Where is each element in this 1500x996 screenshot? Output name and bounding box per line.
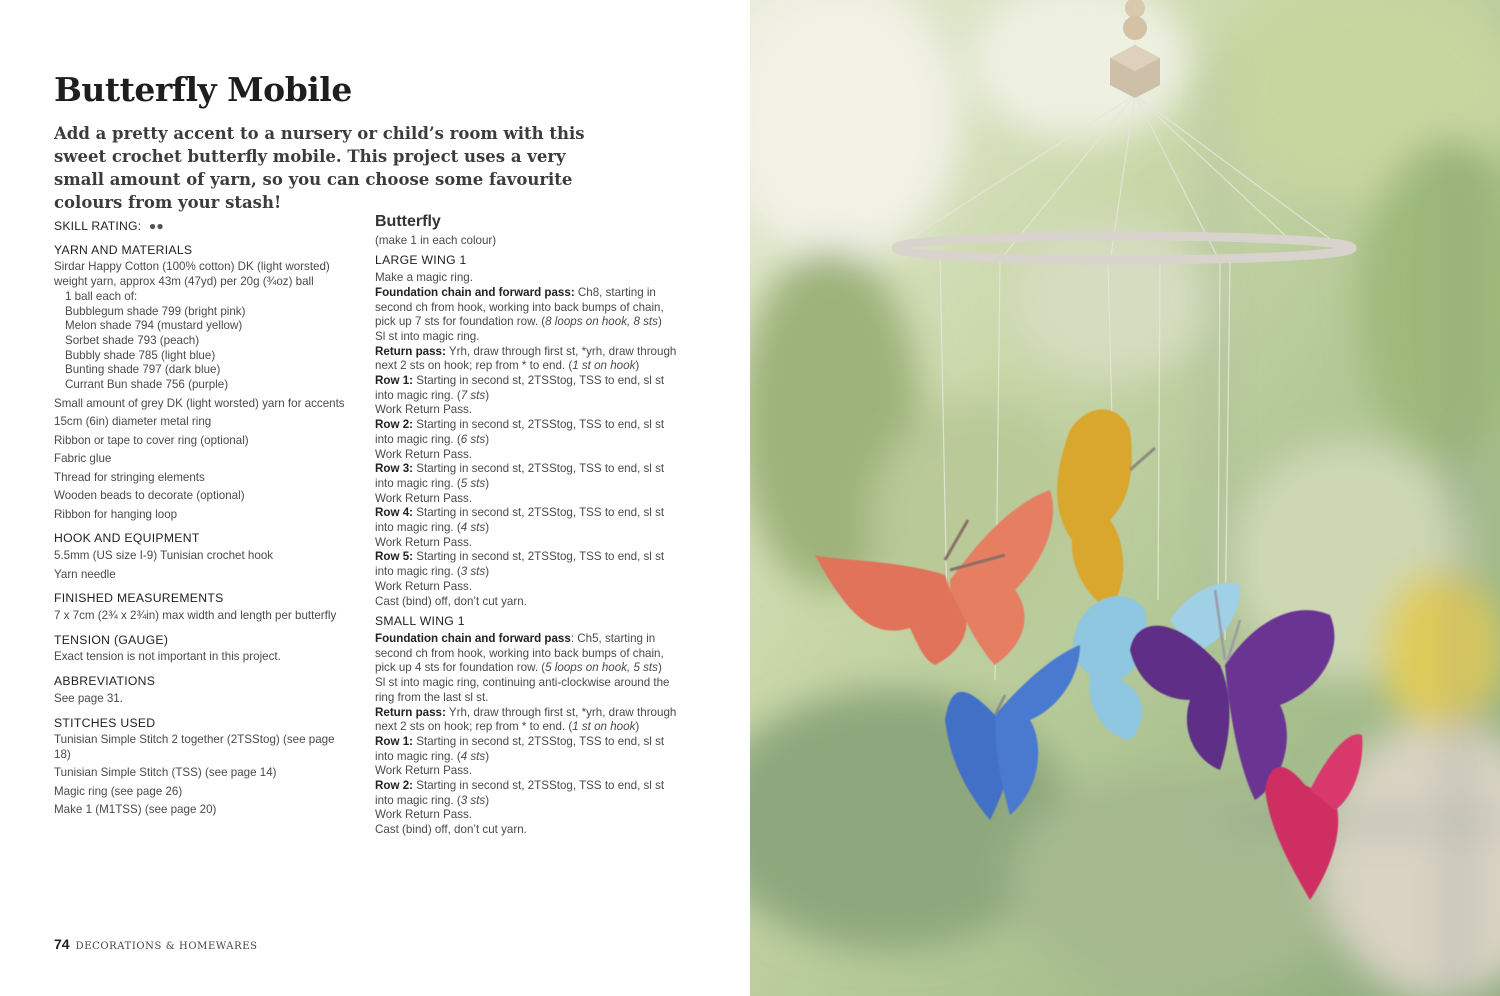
row-label: Row 1: xyxy=(375,734,414,748)
slip-stitch-text: Sl st into magic ring, continuing anti-clockwise around the ring from the last sl st. xyxy=(375,676,670,704)
photo-illustration xyxy=(750,0,1500,996)
page-footer xyxy=(54,936,258,952)
row-text: Starting in second st, 2TSStog, TSS to end, sl st into magic ring. ( xyxy=(375,550,665,579)
tension-text: Exact tension is not important in this project. xyxy=(54,650,281,664)
hook-item: 5.5mm (US size I-9) Tunisian crochet hook xyxy=(54,549,274,563)
pattern-row xyxy=(375,779,685,808)
step-text: Ch8, starting in second ch from hook, working into back bumps of chain, pick up 7 sts for foundation row. ( xyxy=(375,285,664,329)
work-return-pass: Work Return Pass. xyxy=(375,535,473,549)
page-number: 74 xyxy=(54,936,70,952)
stitch-count: 4 sts xyxy=(460,521,486,535)
row-label: Row 4: xyxy=(375,506,414,520)
stitch-count: 1 st on hook xyxy=(572,359,636,373)
work-return-pass: Work Return Pass. xyxy=(375,808,473,822)
yarn-main: Sirdar Happy Cotton (100% cotton) DK (light worsted) weight yarn, approx 43m (47yd) per 20g (¾oz) ball xyxy=(54,260,330,289)
shade-item: Currant Bun shade 756 (purple) xyxy=(65,378,229,392)
skill-dots: ●● xyxy=(148,219,164,233)
magic-ring-text: Make a magic ring. xyxy=(375,271,473,285)
finished-heading: FINISHED MEASUREMENTS xyxy=(54,591,224,606)
stitch-count: 7 sts xyxy=(460,388,486,402)
abbreviations-heading: ABBREVIATIONS xyxy=(54,674,156,689)
butterfly-mobile-photo xyxy=(750,0,1500,996)
return-pass-step xyxy=(375,345,685,374)
stitches-heading: STITCHES USED xyxy=(54,715,156,730)
shade-list xyxy=(54,305,354,393)
section-title: Butterfly xyxy=(375,213,441,230)
row-close: ) xyxy=(485,476,490,490)
step-label: Return pass: xyxy=(375,705,446,719)
stitch-item: Make 1 (M1TSS) (see page 20) xyxy=(54,803,217,817)
return-pass-step xyxy=(375,706,685,735)
work-return-pass: Work Return Pass. xyxy=(375,447,473,461)
step-label: Return pass: xyxy=(375,344,446,358)
stitch-count: 8 loops on hook, 8 sts xyxy=(545,315,658,329)
hook-item: Yarn needle xyxy=(54,567,116,581)
row-close: ) xyxy=(485,521,490,535)
stitch-item: Tunisian Simple Stitch (TSS) (see page 14) xyxy=(54,766,277,780)
work-return-pass: Work Return Pass. xyxy=(375,579,473,593)
stitch-count: 6 sts xyxy=(460,432,486,446)
row-text: Starting in second st, 2TSStog, TSS to end, sl st into magic ring. ( xyxy=(375,374,665,402)
row-label: Row 2: xyxy=(375,779,414,793)
stitch-item: Tunisian Simple Stitch 2 together (2TSStog) (see page 18) xyxy=(54,733,335,761)
stitch-count: 5 sts xyxy=(460,476,486,490)
skill-rating-label: SKILL RATING: xyxy=(54,219,142,233)
pattern-row xyxy=(375,550,685,579)
large-wing-heading: LARGE WING 1 xyxy=(375,253,467,268)
cast-off-text: Cast (bind) off, don’t cut yarn. xyxy=(375,823,527,837)
make-note: (make 1 in each colour) xyxy=(375,233,497,247)
step-text: Yrh, draw through first st, *yrh, draw through next 2 sts on hook; rep from * to end. ( xyxy=(375,705,677,734)
footer-section: DECORATIONS & HOMEWARES xyxy=(75,941,258,952)
finished-text: 7 x 7cm (2¾ x 2¾in) max width and length per butterfly xyxy=(54,609,337,623)
row-text: Starting in second st, 2TSStog, TSS to end, sl st into magic ring. ( xyxy=(375,734,665,763)
shade-item: Bubbly shade 785 (light blue) xyxy=(65,348,216,362)
row-text: Starting in second st, 2TSStog, TSS to end, sl st into magic ring. ( xyxy=(375,779,665,807)
material-item: Ribbon or tape to cover ring (optional) xyxy=(54,433,249,447)
work-return-pass: Work Return Pass. xyxy=(375,764,473,778)
pattern-row xyxy=(375,735,685,764)
step-close: ) xyxy=(657,315,662,329)
page-title: Butterfly Mobile xyxy=(54,70,352,109)
foundation-chain-step xyxy=(375,632,685,676)
step-label: Foundation chain and forward pass: xyxy=(375,285,575,299)
stitch-item: Magic ring (see page 26) xyxy=(54,784,183,798)
row-label: Row 3: xyxy=(375,462,414,476)
tension-heading: TENSION (GAUGE) xyxy=(54,632,169,647)
shade-item: Melon shade 794 (mustard yellow) xyxy=(65,319,243,333)
yarn-heading: YARN AND MATERIALS xyxy=(54,242,193,257)
pattern-row xyxy=(375,418,685,447)
row-close: ) xyxy=(485,388,490,402)
slip-stitch-text: Sl st into magic ring. xyxy=(375,329,480,343)
pattern-column xyxy=(375,215,685,838)
material-item: 15cm (6in) diameter metal ring xyxy=(54,415,212,429)
work-return-pass: Work Return Pass. xyxy=(375,491,473,505)
work-return-pass: Work Return Pass. xyxy=(375,403,473,417)
material-item: Fabric glue xyxy=(54,452,112,466)
pattern-row xyxy=(375,462,685,491)
step-text: : Ch5, starting in second ch from hook, working into back bumps of chain, pick up 4 sts for foundation row. ( xyxy=(375,631,664,675)
pattern-row xyxy=(375,374,685,403)
step-label: Foundation chain and forward pass xyxy=(375,631,571,645)
cast-off-text: Cast (bind) off, don’t cut yarn. xyxy=(375,594,527,608)
shade-item: Sorbet shade 793 (peach) xyxy=(65,333,200,347)
step-close: ) xyxy=(657,661,662,675)
row-close: ) xyxy=(485,749,490,763)
stitch-count: 1 st on hook xyxy=(572,720,636,734)
step-close: ) xyxy=(635,359,640,373)
materials-column xyxy=(54,215,354,822)
row-label: Row 2: xyxy=(375,418,414,432)
row-label: Row 1: xyxy=(375,374,414,388)
material-item: Thread for stringing elements xyxy=(54,470,205,484)
material-item: Ribbon for hanging loop xyxy=(54,507,178,521)
row-text: Starting in second st, 2TSStog, TSS to end, sl st into magic ring. ( xyxy=(375,462,665,490)
stitch-count: 3 sts xyxy=(460,565,486,579)
shade-item: Bubblegum shade 799 (bright pink) xyxy=(65,304,246,318)
row-text: Starting in second st, 2TSStog, TSS to end, sl st into magic ring. ( xyxy=(375,418,665,446)
stitch-count: 5 loops on hook, 5 sts xyxy=(545,661,658,675)
row-label: Row 5: xyxy=(375,550,414,564)
hook-heading: HOOK AND EQUIPMENT xyxy=(54,531,200,546)
small-wing-heading: SMALL WING 1 xyxy=(375,614,465,629)
material-item: Small amount of grey DK (light worsted) yarn for accents xyxy=(54,396,345,410)
ball-each: 1 ball each of: xyxy=(65,289,138,303)
row-close: ) xyxy=(485,565,490,579)
step-text: Yrh, draw through first st, *yrh, draw through next 2 sts on hook; rep from * to end. ( xyxy=(375,344,677,373)
material-item: Wooden beads to decorate (optional) xyxy=(54,489,245,503)
pattern-row xyxy=(375,506,685,535)
row-close: ) xyxy=(485,432,490,446)
stitch-count: 3 sts xyxy=(460,793,486,807)
shade-item: Bunting shade 797 (dark blue) xyxy=(65,363,221,377)
row-close: ) xyxy=(485,793,490,807)
intro-text: Add a pretty accent to a nursery or child’s room with this sweet crochet butterfly mobile. This project uses a very small amount of yarn, so you can choose some favourite colours from your stash! xyxy=(54,124,585,212)
step-close: ) xyxy=(635,720,640,734)
stitch-count: 4 sts xyxy=(460,749,486,763)
skill-rating xyxy=(54,219,354,234)
row-text: Starting in second st, 2TSStog, TSS to end, sl st into magic ring. ( xyxy=(375,506,665,535)
abbreviations-text: See page 31. xyxy=(54,691,123,705)
foundation-chain-step xyxy=(375,286,685,330)
